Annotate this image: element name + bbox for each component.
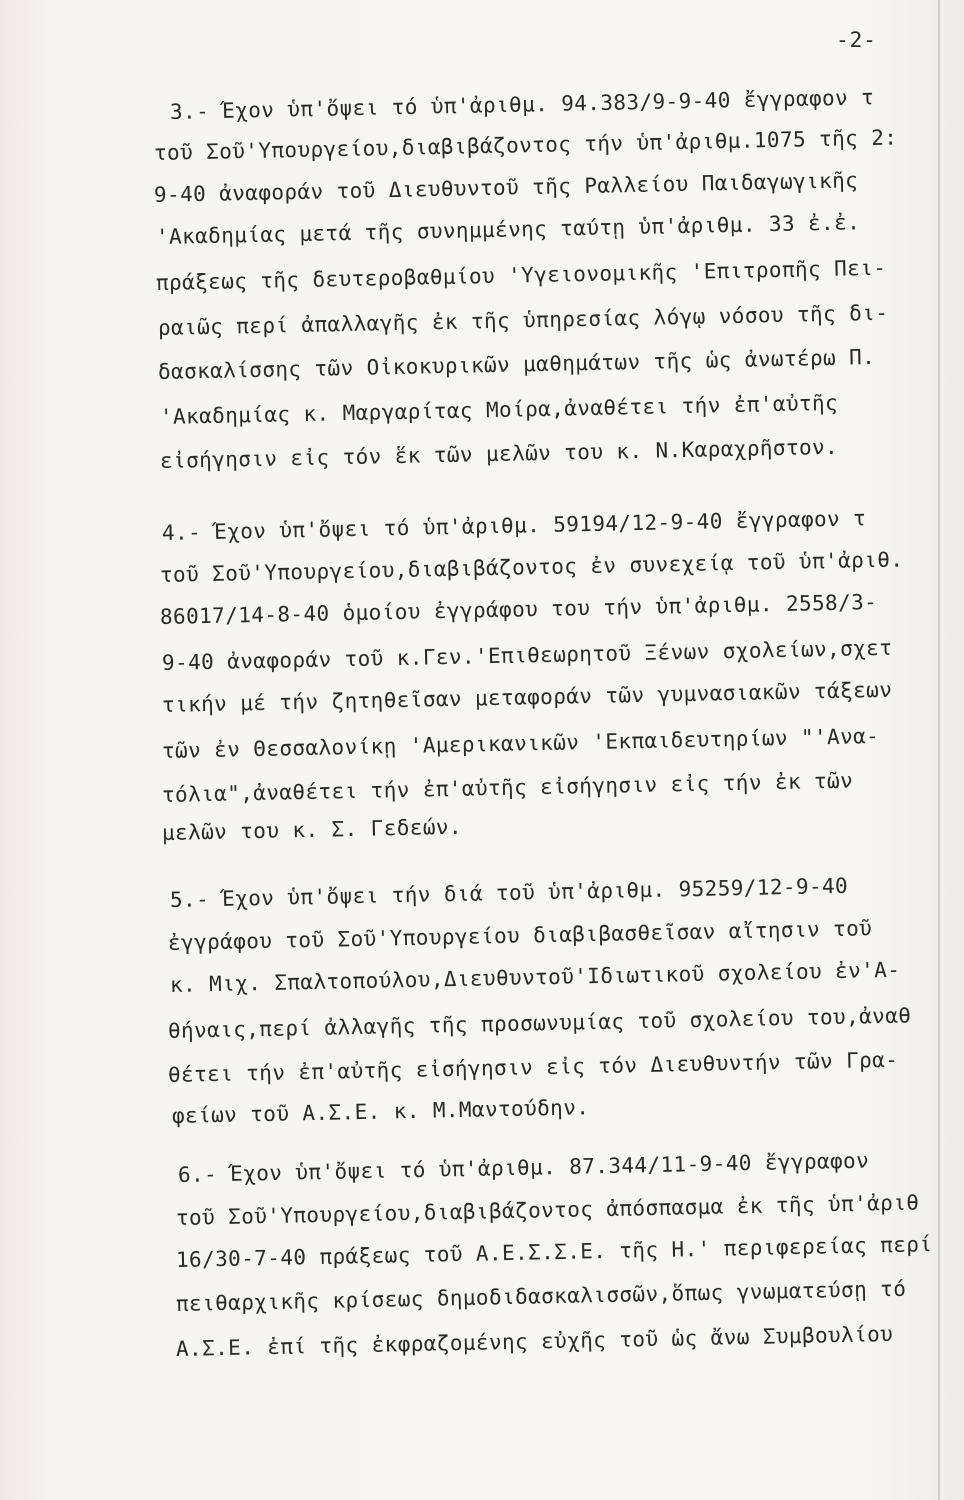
text-line: 5.- Έχον ὑπ'ὄψει τήν διά τοῦ ὑπ'ἀριθμ. 95259/12-9-40 xyxy=(169,873,849,912)
text-line: ραιῶς περί ἀπαλλαγῆς ἐκ τῆς ὑπηρεσίας λόγῳ νόσου τῆς δι- xyxy=(157,300,889,340)
text-line: 4.- Έχον ὑπ'ὄψει τό ὑπ'ἀριθμ. 59194/12-9-40 ἔγγραφον τ xyxy=(161,506,867,545)
text-line: κ. Μιχ. Σπαλτοπούλου,Διευθυντοῦ'Ιδιωτικοῦ σχολείου ἐν'Α- xyxy=(169,957,901,997)
text-line: 86017/14-8-40 ὁμοίου ἐγγράφου του τήν ὑπ'ἀριθμ. 2558/3- xyxy=(159,589,878,629)
text-line: 'Ακαδημίας κ. Μαργαρίτας Μοίρα,ἀναθέτει τήν ἐπ'αὐτῆς xyxy=(159,390,839,429)
text-line: τοῦ Σοῦ'Υπουργείου,διαβιβάζοντος τήν ὑπ'ἀριθμ.1075 τῆς 2: xyxy=(153,125,898,165)
text-line: ἐγγράφου τοῦ Σοῦ'Υπουργείου διαβιβασθεῖσαν αἴτησιν τοῦ xyxy=(167,916,873,955)
text-line: πειθαρχικῆς κρίσεως δημοδιδασκαλισσῶν,ὅπως γνωματεύσῃ τό xyxy=(175,1276,907,1316)
text-line: 9-40 ἀναφοράν τοῦ Διευθυντοῦ τῆς Ραλλείου Παιδαγωγικῆς xyxy=(153,168,859,207)
text-line: 'Ακαδημίας μετά τῆς συνημμένης ταύτῃ ὑπ'ἀριθμ. 33 ἐ.ἐ. xyxy=(155,210,861,249)
text-line: τοῦ Σοῦ'Υπουργείου,διαβιβάζοντος ἐν συνεχείᾳ τοῦ ὑπ'ἀριθ. xyxy=(159,547,904,587)
text-line: θήναις,περί ἀλλαγῆς τῆς προσωνυμίας τοῦ σχολείου του,ἀναθ xyxy=(167,1003,912,1043)
page-number: -2- xyxy=(836,28,877,52)
text-line: 9-40 ἀναφοράν τοῦ κ.Γεν.'Επιθεωρητοῦ Ξένων σχολείων,σχετ xyxy=(161,635,893,675)
text-line: δασκαλίσσης τῶν Οἰκοκυρικῶν μαθημάτων τῆς ὡς ἀνωτέρω Π. xyxy=(157,344,876,384)
page-edge-shadow xyxy=(938,0,940,1500)
text-line: θέτει τήν ἐπ'αὐτῆς εἰσήγησιν εἰς τόν Διευθυντήν τῶν Γρα- xyxy=(167,1047,899,1087)
text-line: φείων τοῦ Α.Σ.Ε. κ. Μ.Μαντούδην. xyxy=(171,1095,590,1128)
text-line: 6.- Έχον ὑπ'ὄψει τό ὑπ'ἀριθμ. 87.344/11-9-40 ἔγγραφον xyxy=(177,1148,870,1187)
text-line: μελῶν του κ. Σ. Γεδεών. xyxy=(161,814,463,845)
text-line: τῶν ἐν Θεσσαλονίκῃ 'Αμερικανικῶν 'Εκπαιδευτηρίων "'Ανα- xyxy=(161,723,880,763)
text-line: τικήν μέ τήν ζητηθεῖσαν μεταφοράν τῶν γυμνασιακῶν τάξεων xyxy=(161,677,893,717)
text-line: τόλια",ἀναθέτει τήν ἐπ'αὐτῆς εἰσήγησιν εἰς τήν ἐκ τῶν xyxy=(161,768,854,807)
text-line: πράξεως τῆς δευτεροβαθμίου 'Υγειονομικῆς 'Επιτροπῆς Πει- xyxy=(155,255,887,295)
text-line: 16/30-7-40 πράξεως τοῦ Α.Ε.Σ.Σ.Ε. τῆς Η.' περιφερείας περί xyxy=(175,1232,933,1272)
text-line: εἰσήγησιν εἰς τόν ἕκ τῶν μελῶν του κ. Ν.Καραχρῆστον. xyxy=(159,434,839,473)
text-line: Α.Σ.Ε. ἐπί τῆς ἐκφραζομένης εὐχῆς τοῦ ὡς ἄνω Συμβουλίου xyxy=(175,1321,894,1361)
text-line: τοῦ Σοῦ'Υπουργείου,διαβιβάζοντος ἀπόσπασμα ἐκ τῆς ὑπ'ἀριθ xyxy=(175,1190,920,1230)
text-line: 3.- Έχον ὑπ'ὄψει τό ὑπ'ἀριθμ. 94.383/9-9-40 ἔγγραφον τ xyxy=(169,85,875,124)
